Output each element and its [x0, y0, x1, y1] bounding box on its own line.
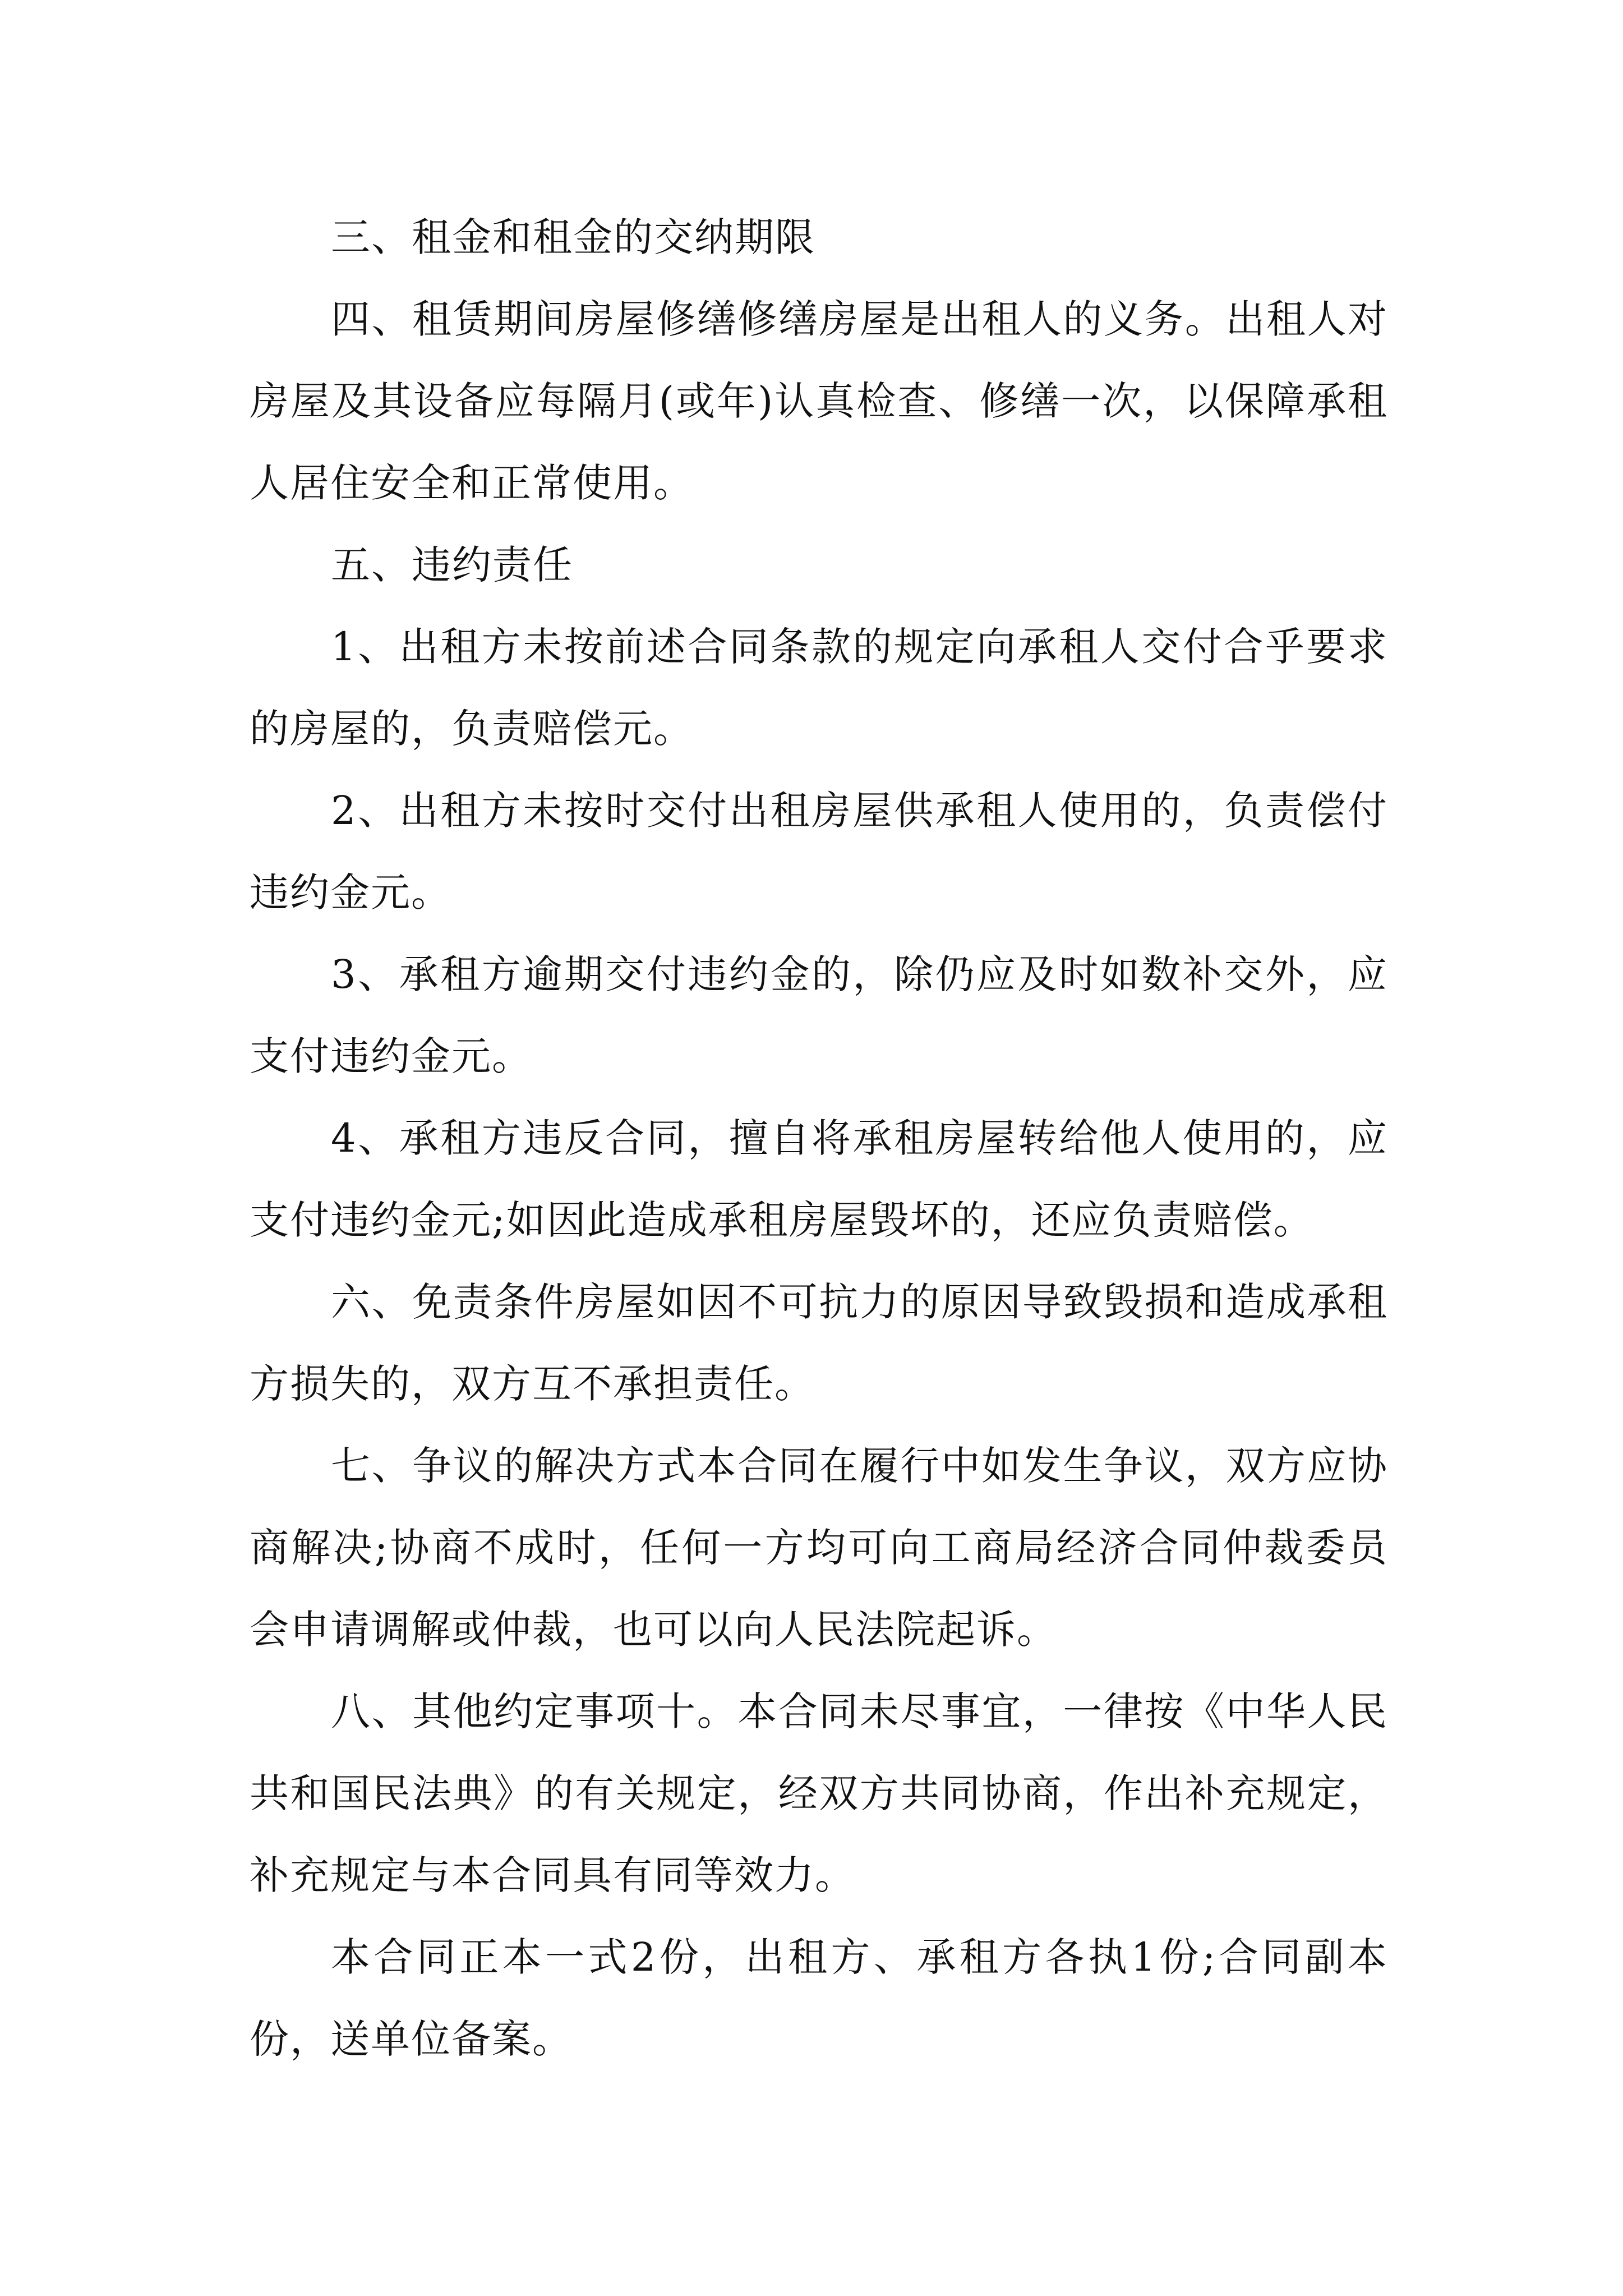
clause-2: 2、出租方未按时交付出租房屋供承租人使用的，负责偿付违约金元。	[250, 788, 1388, 915]
clause-1: 1、出租方未按前述合同条款的规定向承租人交付合乎要求的房屋的，负责赔偿元。	[250, 624, 1388, 752]
paragraph-repairs: 四、租赁期间房屋修缮修缮房屋是出租人的义务。出租人对房屋及其设备应每隔月(或年)认真检查、修缮一次，以保障承租人居住安全和正常使用。	[250, 296, 1388, 506]
clause-4: 4、承租方违反合同，擅自将承租房屋转给他人使用的，应支付违约金元;如因此造成承租房屋毁坏的，还应负责赔偿。	[250, 1115, 1388, 1243]
paragraph-exemption: 六、免责条件房屋如因不可抗力的原因导致毁损和造成承租方损失的，双方互不承担责任。	[250, 1279, 1388, 1407]
section-heading-rent: 三、租金和租金的交纳期限	[331, 214, 815, 260]
paragraph-other: 八、其他约定事项十。本合同未尽事宜，一律按《中华人民共和国民法典》的有关规定，经双方共同协商，作出补充规定，补充规定与本合同具有同等效力。	[250, 1688, 1388, 1898]
paragraph-copies: 本合同正本一式2份，出租方、承租方各执1份;合同副本份，送单位备案。	[250, 1934, 1388, 2062]
paragraph-dispute: 七、争议的解决方式本合同在履行中如发生争议，双方应协商解决;协商不成时，任何一方均可向工商局经济合同仲裁委员会申请调解或仲裁，也可以向人民法院起诉。	[250, 1443, 1388, 1653]
clause-3: 3、承租方逾期交付违约金的，除仍应及时如数补交外，应支付违约金元。	[250, 951, 1388, 1079]
section-heading-liability: 五、违约责任	[331, 542, 573, 588]
document-body	[250, 196, 1388, 2080]
